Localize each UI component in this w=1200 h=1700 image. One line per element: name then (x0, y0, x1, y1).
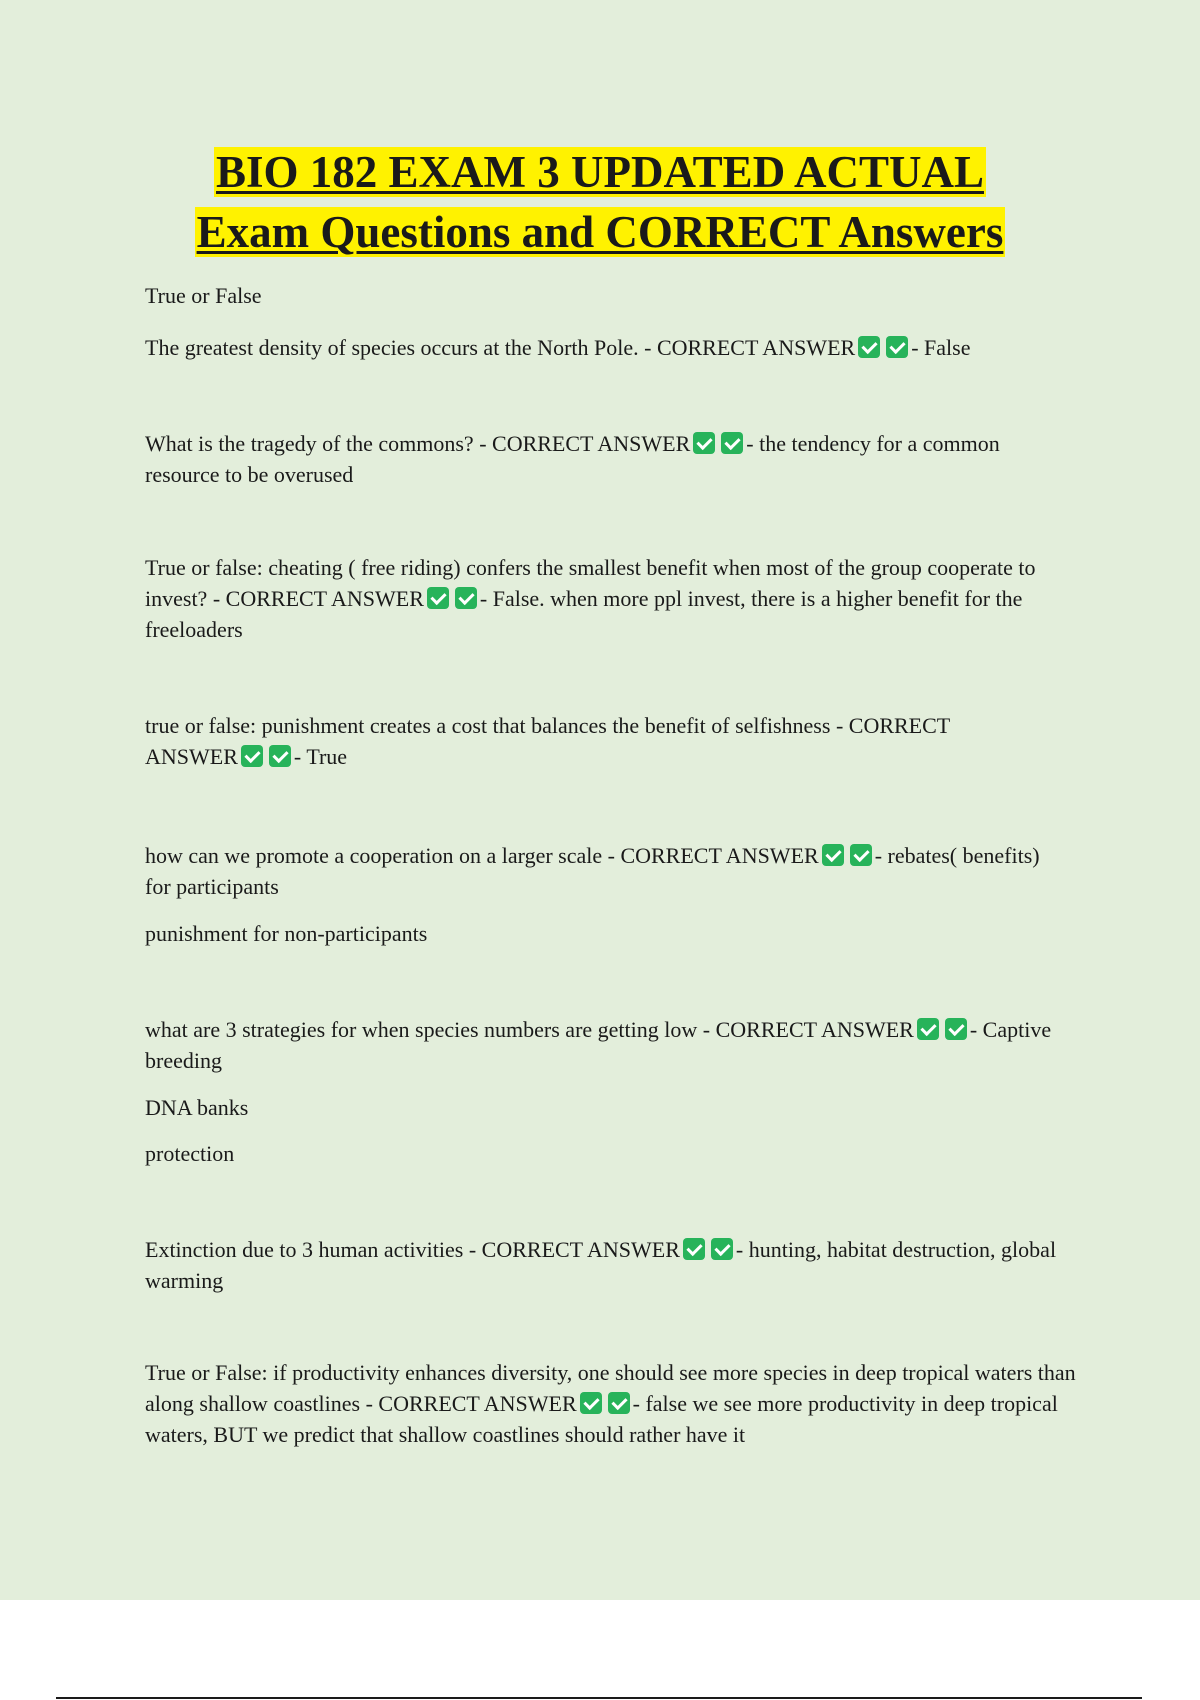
check-mark-icon (858, 336, 880, 358)
check-mark-icon (580, 1392, 602, 1414)
check-mark-icon (683, 1238, 705, 1260)
answer-label: - CORRECT ANSWER (702, 1017, 914, 1042)
answer-extra-line: protection (145, 1141, 235, 1166)
answer-text: - rebates( benefits) for participants (145, 843, 1040, 899)
check-mark-icon (945, 1018, 967, 1040)
qa-item (145, 1234, 1095, 1296)
answer-text: - false we see more productivity in deep tropical waters, BUT we predict that shallow coastlines should rather have it (145, 1391, 1058, 1447)
check-mark-icon (269, 745, 291, 767)
qa-content (145, 280, 1095, 1447)
answer-text: - False. when more ppl invest, there is a higher benefit for the freeloaders (145, 586, 1023, 642)
check-mark-icon (241, 745, 263, 767)
check-mark-icon (721, 432, 743, 454)
qa-item (145, 1014, 1095, 1076)
footer-rule (56, 1697, 1142, 1699)
question-text: True or False: if productivity enhances diversity, one should see more species in deep tropical waters than along shallow coastlines (145, 1360, 1076, 1416)
answer-label: - CORRECT ANSWER (479, 431, 691, 456)
title-line-2: Exam Questions and CORRECT Answers (196, 207, 1004, 257)
qa-item (145, 428, 1015, 490)
check-mark-icon (455, 587, 477, 609)
check-mark-icon (693, 432, 715, 454)
question-text: Extinction due to 3 human activities (145, 1237, 464, 1262)
question-text: What is the tragedy of the commons? (145, 431, 474, 456)
check-mark-icon (917, 1018, 939, 1040)
check-mark-icon (711, 1238, 733, 1260)
answer-text: - hunting, habitat destruction, global warming (145, 1237, 1057, 1293)
qa-item (145, 332, 1095, 363)
check-mark-icon (427, 587, 449, 609)
question-text: True or false: cheating ( free riding) confers the smallest benefit when most of the group cooperate to invest? (145, 555, 1036, 611)
qa-item (145, 840, 1065, 902)
answer-label: - CORRECT ANSWER (365, 1391, 577, 1416)
answer-label: - CORRECT ANSWER (644, 335, 856, 360)
answer-label: - CORRECT ANSWER (468, 1237, 680, 1262)
answer-text: - the tendency for a common resource to be overused (145, 431, 1000, 487)
check-mark-icon (608, 1392, 630, 1414)
answer-label: - CORRECT ANSWER (212, 586, 424, 611)
check-mark-icon (850, 844, 872, 866)
answer-label: - CORRECT ANSWER (145, 713, 950, 769)
qa-item (145, 710, 1045, 772)
answer-extra-line: DNA banks (145, 1095, 249, 1120)
qa-item (145, 1357, 1095, 1450)
intro-text: True or False (145, 283, 262, 308)
question-text: how can we promote a cooperation on a larger scale (145, 843, 603, 868)
question-text: what are 3 strategies for when species numbers are getting low (145, 1017, 698, 1042)
title-line-1: BIO 182 EXAM 3 UPDATED ACTUAL (216, 147, 984, 197)
check-mark-icon (886, 336, 908, 358)
answer-extra-line: punishment for non-participants (145, 921, 428, 946)
answer-text: - True (293, 744, 348, 769)
question-text: true or false: punishment creates a cost that balances the benefit of selfishness (145, 713, 831, 738)
answer-label: - CORRECT ANSWER (607, 843, 819, 868)
answer-text: - Captive breeding (145, 1017, 1052, 1073)
document-title (0, 142, 1200, 262)
answer-text: - False (911, 335, 971, 360)
qa-item (145, 552, 1045, 645)
question-text: The greatest density of species occurs at the North Pole. (145, 335, 639, 360)
check-mark-icon (822, 844, 844, 866)
